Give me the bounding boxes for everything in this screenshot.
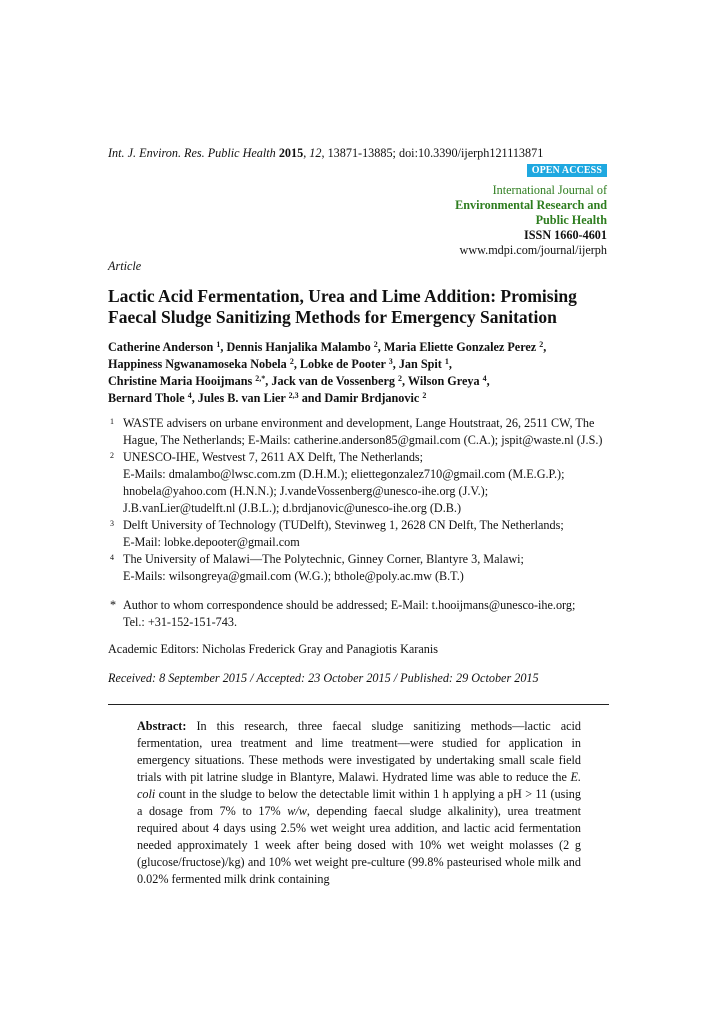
journal-url[interactable]: www.mdpi.com/journal/ijerph	[459, 243, 607, 257]
author-name: Dennis Hanjalika Malambo	[226, 340, 374, 354]
title-line-1: Lactic Acid Fermentation, Urea and Lime Addition: Promising	[108, 286, 577, 306]
abstract-unit: w/w	[287, 804, 307, 818]
article-type: Article	[108, 259, 142, 273]
author-separator: ,	[293, 357, 297, 371]
affiliation-line: Delft University of Technology (TUDelft), Stevinweg 1, 2628 CN Delft, The Netherlands;	[123, 518, 564, 532]
author-separator: ,	[486, 374, 490, 388]
affiliation-line: UNESCO-IHE, Westvest 7, 2611 AX Delft, The Netherlands;	[123, 450, 424, 464]
correspondence-note	[108, 597, 618, 631]
author-affiliation-marker: 4	[187, 391, 192, 400]
citation-journal: Int. J. Environ. Res. Public Health	[108, 146, 276, 160]
open-access-badge: OPEN ACCESS	[527, 164, 607, 177]
citation-volume: 12	[309, 146, 322, 160]
affiliation-line: The University of Malawi—The Polytechnic, Ginney Corner, Blantyre 3, Malawi;	[123, 552, 524, 566]
abstract-text-3: , depending faecal sludge alkalinity), urea treatment required about 4 days using 2.5% wet weight urea addition, and lactic acid fermentation needed approximately 1 week after being dosed with 10% wet weight molasses (2 g (glucose/fructose)/kg) and 10% wet weight pre-culture (99.8% pasteurised whole milk and 0.02% fermented milk drink containing	[137, 804, 582, 886]
author-affiliation-marker: 2	[422, 391, 427, 400]
abstract-text-1: In this research, three faecal sludge sanitizing methods—lactic acid fermentation, urea treatment and lime treatment—were studied for application in emergency situations. These methods were investigated by undertaking small scale field trials with pit latrine sludge in Blantyre, Malawi. Hydrated lime was able to reduce the	[137, 719, 581, 784]
journal-block	[455, 183, 607, 258]
author-affiliation-marker: 1	[216, 340, 221, 349]
author-name: Maria Eliette Gonzalez Perez	[383, 340, 540, 354]
journal-name-line3: Public Health	[535, 213, 607, 227]
abstract-label: Abstract:	[137, 719, 187, 733]
author-affiliation-marker: 2	[373, 340, 378, 349]
affiliation-number: 3	[110, 519, 114, 528]
author-name: Damir Brdjanovic	[324, 391, 423, 405]
author-separator: ,	[402, 374, 406, 388]
author-separator: ,	[191, 391, 195, 405]
author-separator: ,	[377, 340, 381, 354]
author-affiliation-marker: 2,3	[288, 391, 299, 400]
affiliation-line: WASTE advisers on urbane environment and development, Lange Houtstraat, 26, 2511 CW, The	[123, 416, 595, 430]
affiliation-line: E-Mails: wilsongreya@gmail.com (W.G.); bthole@poly.ac.mw (B.T.)	[123, 569, 464, 583]
author-affiliation-marker: 2,*	[255, 374, 266, 383]
author-affiliation-marker: 4	[482, 374, 487, 383]
abstract-organism: E. coli	[137, 770, 581, 801]
correspondence-marker: *	[110, 598, 117, 612]
affiliation-line: E-Mail: lobke.depooter@gmail.com	[123, 535, 300, 549]
author-name: Jules B. van Lier	[197, 391, 289, 405]
citation-year: 2015	[278, 146, 304, 160]
affiliation-line: hnobela@yahoo.com (H.N.N.); J.vandeVossenberg@unesco-ihe.org (J.V.);	[123, 484, 489, 498]
author-name: Happiness Ngwanamoseka Nobela	[108, 357, 290, 371]
author-name: Jack van de Vossenberg	[271, 374, 398, 388]
journal-name-line2: Environmental Research and	[455, 198, 607, 212]
affiliation-line: J.B.vanLier@tudelft.nl (J.B.L.); d.brdjanovic@unesco-ihe.org (D.B.)	[123, 501, 462, 515]
author-separator: ,	[392, 357, 396, 371]
author-separator: and	[298, 391, 325, 405]
title-line-2: Faecal Sludge Sanitizing Methods for Emergency Sanitation	[108, 307, 557, 327]
affiliation-item	[108, 449, 618, 517]
abstract-text-2: count in the sludge to below the detectable limit within 1 h applying a pH > 11 (using a dosage from 7% to 17%	[137, 787, 581, 818]
author-separator: ,	[543, 340, 547, 354]
author-name: Jan Spit	[398, 357, 445, 371]
author-name: Catherine Anderson	[108, 340, 217, 354]
author-affiliation-marker: 2	[289, 357, 294, 366]
affiliation-number: 1	[110, 417, 114, 426]
affiliations	[108, 415, 618, 585]
correspondence-line-1: Author to whom correspondence should be addressed; E-Mail: t.hooijmans@unesco-ihe.org;	[123, 598, 576, 612]
publication-dates: Received: 8 September 2015 / Accepted: 23 October 2015 / Published: 29 October 2015	[108, 671, 539, 685]
author-name: Wilson Greya	[407, 374, 483, 388]
academic-editors: Academic Editors: Nicholas Frederick Gray and Panagiotis Karanis	[108, 642, 438, 656]
correspondence-line-2: Tel.: +31-152-151-743.	[123, 615, 237, 629]
affiliation-number: 2	[110, 451, 114, 460]
paper-title	[108, 286, 628, 328]
journal-issn: ISSN 1660-4601	[524, 228, 607, 242]
abstract	[137, 718, 581, 888]
author-separator: ,	[220, 340, 224, 354]
author-affiliation-marker: 2	[398, 374, 402, 383]
affiliation-number: 4	[110, 553, 114, 562]
affiliation-item	[108, 415, 618, 449]
author-list	[108, 339, 608, 407]
author-name: Bernard Thole	[108, 391, 188, 405]
author-name: Christine Maria Hooijmans	[108, 374, 256, 388]
affiliation-item	[108, 517, 618, 551]
author-affiliation-marker: 3	[388, 357, 393, 366]
section-divider	[108, 704, 609, 705]
author-affiliation-marker: 2	[539, 340, 544, 349]
author-name: Lobke de Pooter	[299, 357, 389, 371]
citation-line: Int. J. Environ. Res. Public Health 2015, 12, 13871-13885; doi:10.3390/ijerph121113871	[108, 146, 544, 160]
author-affiliation-marker: 1	[444, 357, 449, 366]
affiliation-line: E-Mails: dmalambo@lwsc.com.zm (D.H.M.); eliettegonzalez710@gmail.com (M.E.G.P.);	[123, 467, 565, 481]
citation-pages-doi: , 13871-13885; doi:10.3390/ijerph121113871	[321, 146, 544, 160]
affiliation-line: Hague, The Netherlands; E-Mails: catherine.anderson85@gmail.com (C.A.); jspit@waste.nl (J.S.)	[123, 433, 603, 447]
affiliation-item	[108, 551, 618, 585]
author-separator: ,	[448, 357, 452, 371]
author-separator: ,	[265, 374, 269, 388]
journal-name-line1: International Journal of	[492, 183, 607, 197]
